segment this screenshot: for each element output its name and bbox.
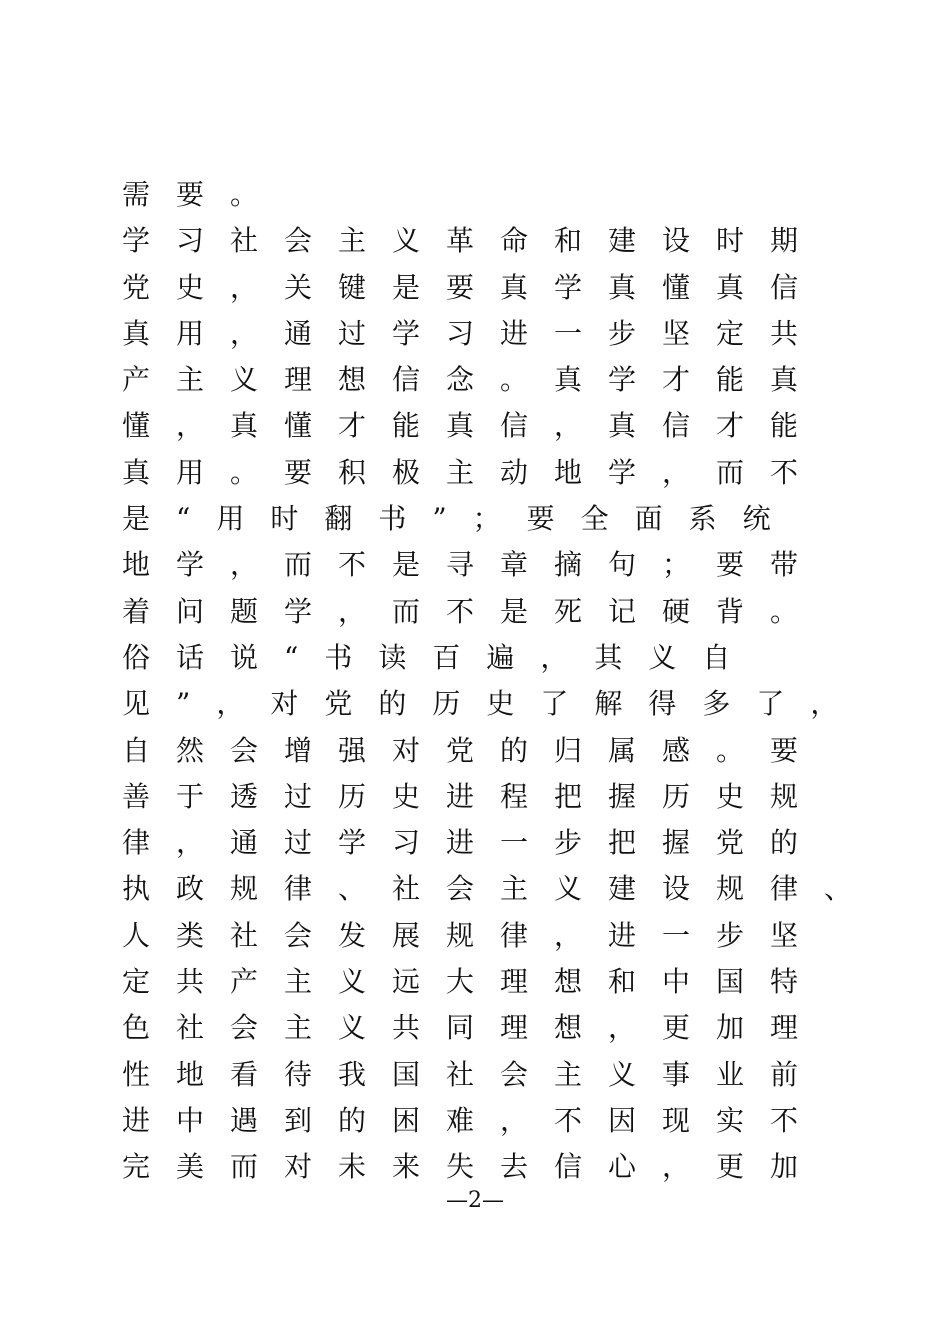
text-line: 定共产主义远大理想和中国特 xyxy=(122,965,825,999)
text-line: 地学，而不是寻章摘句；要带 xyxy=(122,548,825,582)
page-number: —2— xyxy=(446,1188,504,1213)
text-line: 俗话说“书读百遍，其义自 xyxy=(122,640,757,674)
text-line: 真用，通过学习进一步坚定共 xyxy=(122,316,825,350)
text-line: 见”，对党的历史了解得多了， xyxy=(122,687,865,721)
text-line: 自然会增强对党的归属感。要 xyxy=(122,733,825,767)
text-line: 需要。 xyxy=(122,178,285,211)
text-line: 是“用时翻书”；要全面系统 xyxy=(122,502,797,536)
body-text xyxy=(122,172,879,1191)
text-line: 执政规律、社会主义建设规律、 xyxy=(122,872,879,906)
text-line: 色社会主义共同理想，更加理 xyxy=(122,1011,825,1045)
text-line: 性地看待我国社会主义事业前 xyxy=(122,1057,825,1091)
text-line: 产主义理想信念。真学才能真 xyxy=(122,363,825,397)
text-line: 人类社会发展规律，进一步坚 xyxy=(122,918,825,952)
text-line: 进中遇到的困难，不因现实不 xyxy=(122,1103,825,1137)
text-line: 真用。要积极主动地学，而不 xyxy=(122,455,825,489)
text-line: 党史，关键是要真学真懂真信 xyxy=(122,270,825,304)
text-line: 学习社会主义革命和建设时期 xyxy=(122,224,825,258)
text-line: 着问题学，而不是死记硬背。 xyxy=(122,594,825,628)
text-line: 律，通过学习进一步把握党的 xyxy=(122,826,825,860)
text-line: 完美而对未来失去信心，更加 xyxy=(122,1150,825,1184)
text-line: 善于透过历史进程把握历史规 xyxy=(122,779,825,813)
text-line: 懂，真懂才能真信，真信才能 xyxy=(122,409,825,443)
